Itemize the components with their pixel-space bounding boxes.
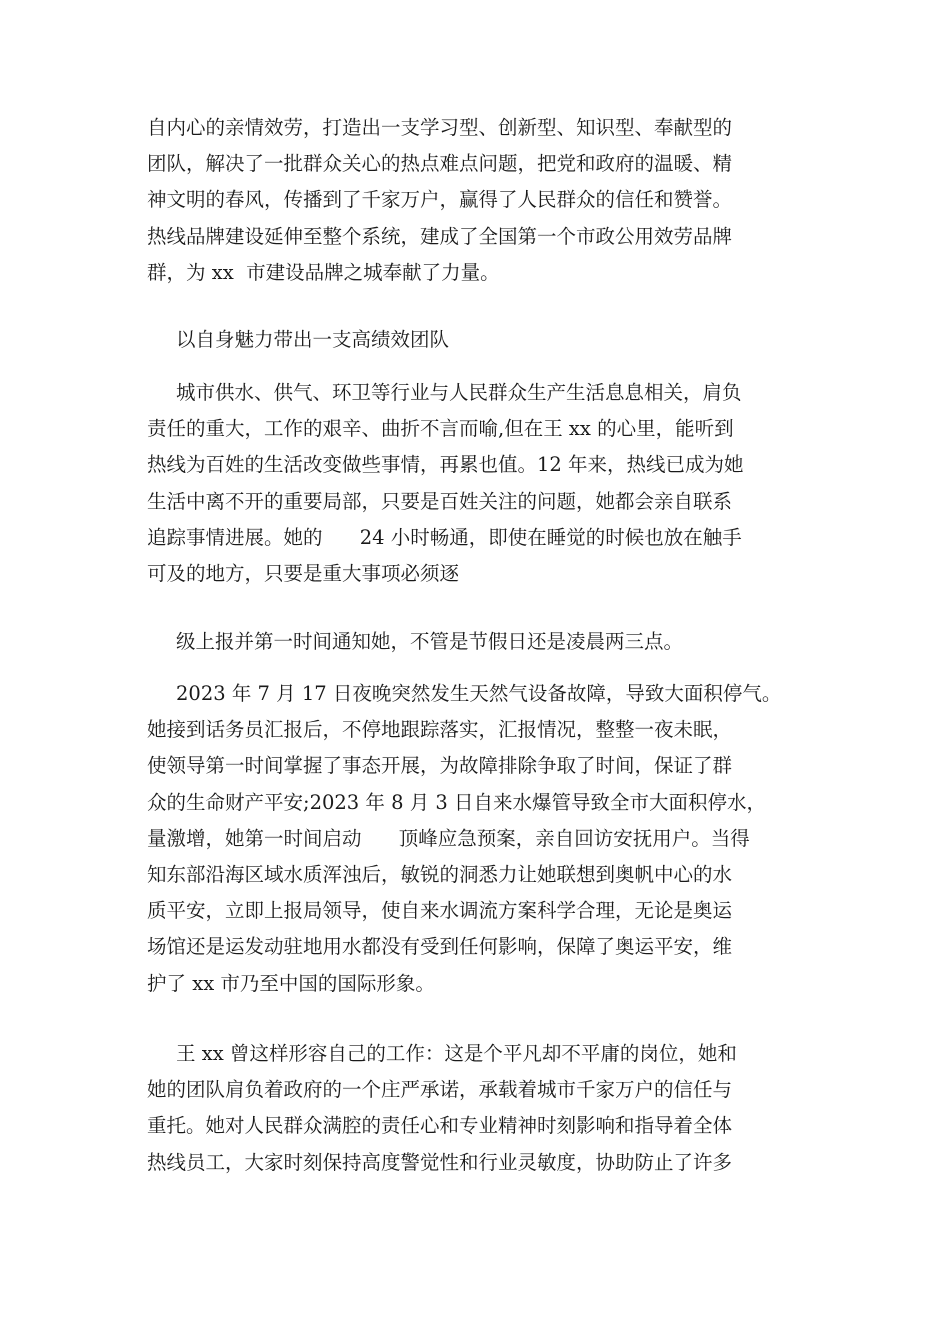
section-heading	[147, 322, 827, 358]
paragraph-incidents-2023	[147, 676, 827, 1002]
text-line: 重托。她对人民群众满腔的责任心和专业精神时刻影响和指导着全体	[147, 1114, 733, 1138]
text-line: 场馆还是运发动驻地用水都没有受到任何影响，保障了奥运平安，维	[147, 935, 733, 959]
text-line: 王 xx 曾这样形容自己的工作：这是个平凡却不平庸的岗位，她和	[176, 1042, 737, 1065]
paragraph-hotline-duty	[147, 375, 827, 592]
text-line: 群，为 xx 市建设品牌之城奉献了力量。	[147, 260, 500, 284]
text-line: 责任的重大，工作的艰辛、曲折不言而喻,但在王 xx 的心里，能听到	[147, 417, 734, 441]
text-line: 神文明的春风，传播到了千家万户，赢得了人民群众的信任和赞誉。	[147, 188, 733, 212]
text-line: 量激增，她第一时间启动 顶峰应急预案，亲自回访安抚用户。当得	[147, 826, 750, 850]
paragraph-report-notice	[147, 624, 827, 660]
text-line: 质平安，立即上报局领导，使自来水调流方案科学合理，无论是奥运	[147, 899, 733, 923]
text-line: 她接到话务员汇报后，不停地跟踪落实，汇报情况，整整一夜未眠，	[147, 718, 733, 742]
text-line: 城市供水、供气、环卫等行业与人民群众生产生活息息相关，肩负	[176, 381, 742, 404]
text-line: 追踪事情进展。她的 24 小时畅通，即使在睡觉的时候也放在触手	[147, 525, 742, 549]
text-line: 热线员工，大家时刻保持高度警觉性和行业灵敏度，协助防止了许多	[147, 1150, 733, 1174]
text-line: 2023 年 7 月 17 日夜晚突然发生天然气设备故障，导致大面积停气。	[176, 682, 782, 705]
text-line: 可及的地方，只要是重大事项必须逐	[147, 561, 460, 585]
paragraph-work-description	[147, 1036, 827, 1181]
text-line: 生活中离不开的重要局部，只要是百姓关注的问题，她都会亲自联系	[147, 489, 733, 513]
heading-text: 以自身魅力带出一支高绩效团队	[176, 328, 450, 351]
text-line: 热线品牌建设延伸至整个系统，建成了全国第一个市政公用效劳品牌	[147, 224, 733, 248]
text-line: 级上报并第一时间通知她，不管是节假日还是凌晨两三点。	[176, 630, 684, 653]
text-line: 护了 xx 市乃至中国的国际形象。	[147, 971, 435, 995]
text-line: 热线为百姓的生活改变做些事情，再累也值。12 年来，热线已成为她	[147, 453, 744, 477]
paragraph-service-brand	[147, 110, 827, 291]
text-line: 自内心的亲情效劳，打造出一支学习型、创新型、知识型、奉献型的	[147, 116, 733, 139]
text-line: 使领导第一时间掌握了事态开展，为故障排除争取了时间，保证了群	[147, 754, 733, 778]
text-line: 她的团队肩负着政府的一个庄严承诺，承载着城市千家万户的信任与	[147, 1078, 733, 1102]
text-line: 知东部沿海区域水质浑浊后，敏锐的洞悉力让她联想到奥帆中心的水	[147, 862, 733, 886]
text-line: 众的生命财产平安;2023 年 8 月 3 日自来水爆管导致全市大面积停水，	[147, 790, 767, 814]
text-line: 团队，解决了一批群众关心的热点难点问题，把党和政府的温暖、精	[147, 152, 733, 176]
